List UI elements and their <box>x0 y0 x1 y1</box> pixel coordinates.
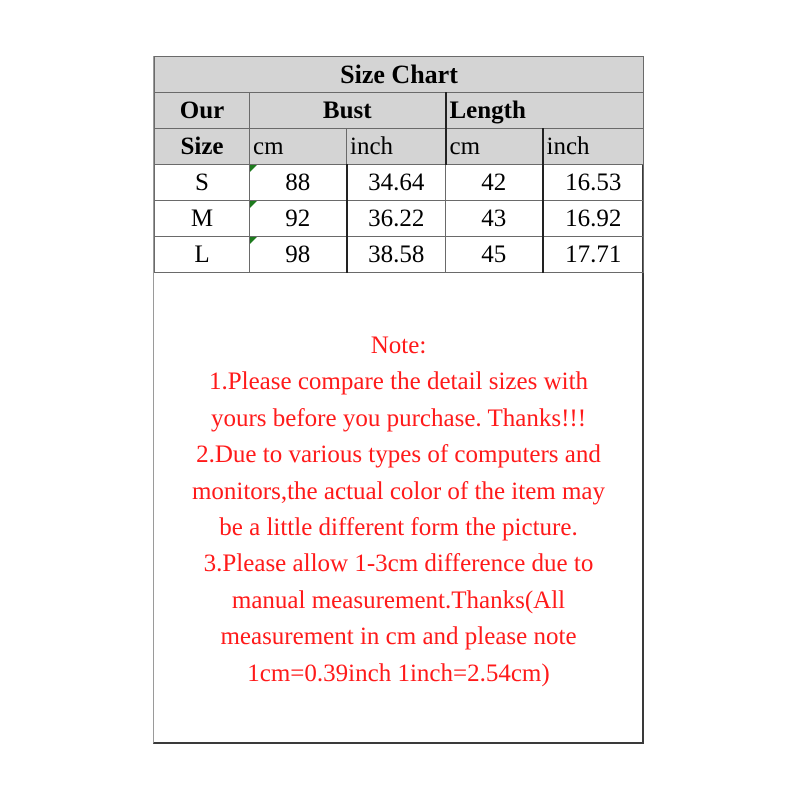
bust-inch-cell: 36.22 <box>347 201 446 237</box>
table-row <box>155 165 644 201</box>
bust-inch-cell: 34.64 <box>347 165 446 201</box>
bust-cm-cell: 92 <box>250 201 347 237</box>
note-line: 1cm=0.39inch 1inch=2.54cm) <box>247 659 550 687</box>
header-length: Length <box>446 93 644 129</box>
header-bust: Bust <box>250 93 446 129</box>
unit-bust-cm: cm <box>250 129 347 165</box>
table-row <box>155 201 644 237</box>
length-cm-cell: 43 <box>446 201 543 237</box>
note-line: yours before you purchase. Thanks!!! <box>210 404 587 432</box>
title-row <box>155 57 644 93</box>
size-cell: L <box>155 237 250 273</box>
header-our: Our <box>155 93 250 129</box>
note-line: manual measurement.Thanks(All <box>231 586 566 614</box>
unit-bust-inch: inch <box>347 129 446 165</box>
length-cm-cell: 42 <box>446 165 543 201</box>
header-size: Size <box>155 129 250 165</box>
note-block <box>154 328 643 692</box>
size-chart-sheet <box>153 56 644 744</box>
note-line: monitors,the actual color of the item may <box>191 477 606 505</box>
unit-length-inch: inch <box>543 129 644 165</box>
length-inch-cell: 16.53 <box>543 165 644 201</box>
note-line: 1.Please compare the detail sizes with <box>208 368 589 396</box>
note-line: be a little different form the picture. <box>219 514 578 542</box>
note-line: 3.Please allow 1-3cm difference due to <box>203 550 594 578</box>
bust-cm-cell: 88 <box>250 165 347 201</box>
size-cell: S <box>155 165 250 201</box>
bust-inch-cell: 38.58 <box>347 237 446 273</box>
size-chart-table <box>154 56 644 273</box>
note-line: 2.Due to various types of computers and <box>196 441 601 469</box>
header-row-2 <box>155 129 644 165</box>
note-line: measurement in cm and please note <box>220 623 577 651</box>
note-heading: Note: <box>370 332 427 359</box>
length-inch-cell: 16.92 <box>543 201 644 237</box>
unit-length-cm: cm <box>446 129 543 165</box>
length-cm-cell: 45 <box>446 237 543 273</box>
table-row <box>155 237 644 273</box>
size-cell: M <box>155 201 250 237</box>
bust-cm-cell: 98 <box>250 237 347 273</box>
chart-title: Size Chart <box>155 57 644 93</box>
length-inch-cell: 17.71 <box>543 237 644 273</box>
header-row-1 <box>155 93 644 129</box>
